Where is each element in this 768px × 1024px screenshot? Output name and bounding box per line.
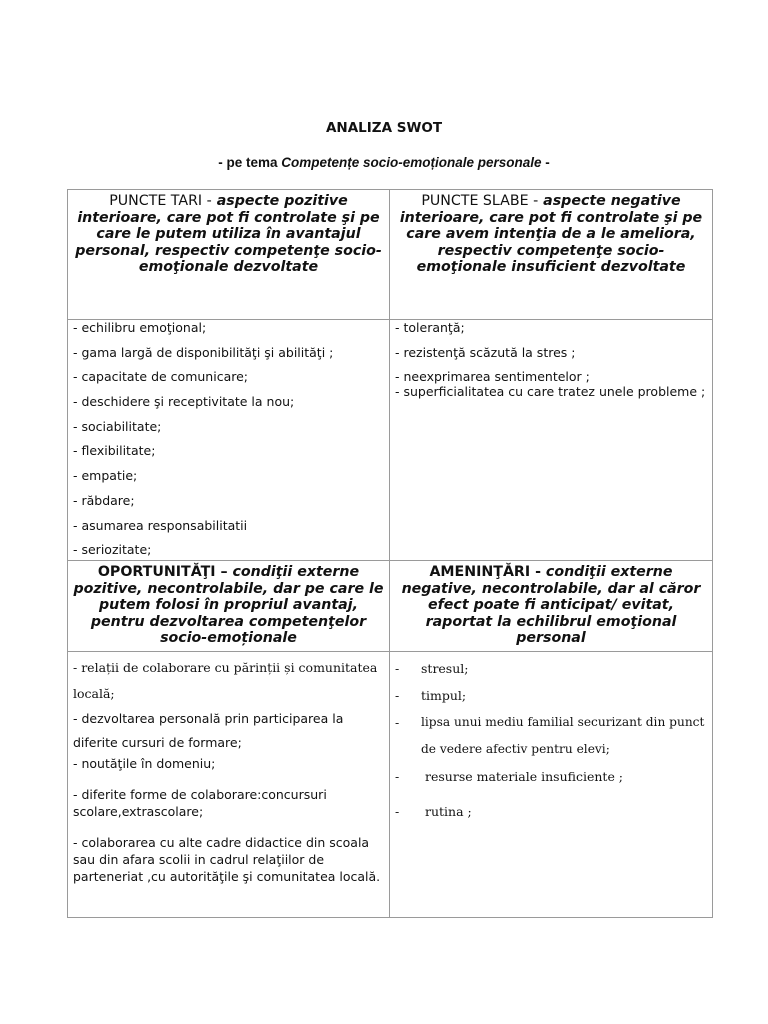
threats-category: AMENINŢĂRI - — [429, 564, 541, 580]
strengths-description: aspecte pozitive interioare, care pot fi controlate şi pe care le putem utiliza în avantajul personal, respectiv competenţe socio-emoţionale dezvoltate — [75, 193, 382, 276]
threat-dash: - — [395, 661, 400, 676]
threat-item — [395, 798, 707, 825]
weaknesses-list — [390, 320, 712, 560]
opportunity-item: - noutăţile în domeniu; — [73, 756, 216, 771]
strength-item: - asumarea responsabilitatii — [73, 517, 248, 533]
opportunities-list — [68, 652, 390, 917]
threat-item — [395, 655, 707, 682]
swot-header-row-external — [68, 561, 712, 652]
opportunities-category: OPORTUNITĂŢI – — [97, 564, 228, 580]
document-title: ANALIZA SWOT — [325, 120, 443, 136]
strength-item: - empatie; — [73, 468, 138, 484]
weakness-item: - toleranţă; — [395, 320, 465, 335]
opportunity-item: - relații de colaborare cu părinții și comunitatea locală; — [73, 660, 378, 701]
opportunity-item: - dezvoltarea personală prin participarea la diferite cursuri de formare; — [73, 711, 344, 750]
strength-item: - răbdare; — [73, 492, 135, 508]
strength-item: - seriozitate; — [73, 542, 152, 558]
subtitle-topic: Competențe socio-emoționale personale — [281, 155, 542, 170]
opportunity-item: - colaborarea cu alte cadre didactice din scoala sau din afara scolii in cadrul relaţiilor de parteneriat ,cu autorităţile şi comunitatea locală. — [73, 835, 381, 884]
swot-body-row-internal — [68, 320, 712, 561]
strengths-category: PUNCTE TARI - — [109, 193, 212, 209]
weakness-item: - neexprimarea sentimentelor ; — [395, 369, 590, 385]
opportunities-description: condiţii externe pozitive, necontrolabile, dar pe care le putem folosi în propriul avantaj, pentru dezvoltarea competenţelor socio-emoționale — [73, 564, 384, 647]
strength-item: - capacitate de comunicare; — [73, 369, 248, 385]
weaknesses-description: aspecte negative interioare, care pot fi controlate şi pe care avem intenţia de a le ameliora, respectiv competenţe socio-emoţionale insuficient dezvoltate — [399, 193, 703, 276]
opportunities-header — [68, 561, 390, 651]
threat-dash: - — [395, 804, 400, 819]
threats-header — [390, 561, 712, 651]
strength-item: - echilibru emoţional; — [73, 320, 207, 335]
swot-body-row-external — [68, 652, 712, 917]
threat-dash: - — [395, 769, 400, 784]
weakness-item: - superficialitatea cu care tratez unele probleme ; — [395, 384, 706, 400]
opportunity-item: - diferite forme de colaborare:concursuri scolare,extrascolare; — [73, 787, 327, 819]
threat-item — [395, 763, 707, 790]
document-subtitle — [0, 155, 768, 170]
threat-text: rutina ; — [425, 804, 472, 819]
subtitle-prefix: - pe tema — [218, 155, 282, 170]
strength-item: - sociabilitate; — [73, 418, 162, 434]
weaknesses-header — [390, 190, 712, 319]
strengths-header — [68, 190, 390, 319]
threat-text: stresul; — [421, 661, 469, 676]
subtitle-suffix: - — [541, 155, 550, 170]
threat-text: resurse materiale insuficiente ; — [425, 769, 624, 784]
threat-dash: - — [395, 688, 400, 703]
strength-item: - flexibilitate; — [73, 443, 156, 459]
threat-text: timpul; — [421, 688, 467, 703]
strength-item: - gama largă de disponibilităţi şi abilităţi ; — [73, 344, 334, 360]
weakness-item: - rezistenţă scăzută la stres ; — [395, 344, 576, 360]
swot-table — [67, 189, 713, 918]
strengths-list — [68, 320, 390, 560]
swot-header-row-internal — [68, 190, 712, 320]
weaknesses-category: PUNCTE SLABE - — [421, 193, 539, 209]
threats-description: condiţii externe negative, necontrolabile, dar al căror efect poate fi anticipat/ evitat, raportat la echilibrul emoţional personal — [401, 564, 701, 647]
threat-item — [395, 682, 707, 709]
threat-text: lipsa unui mediu familial securizant din punct de vedere afectiv pentru elevi; — [421, 715, 705, 756]
threats-list — [390, 652, 712, 917]
threat-dash: - — [395, 715, 400, 730]
strength-item: - deschidere şi receptivitate la nou; — [73, 394, 295, 410]
threat-item — [395, 709, 707, 763]
